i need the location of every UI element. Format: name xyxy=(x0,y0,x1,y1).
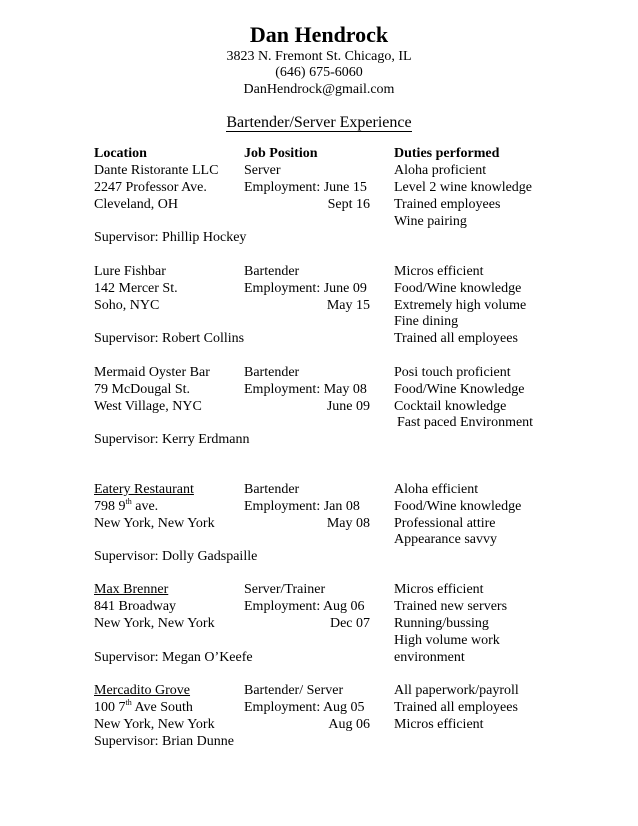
job-duty: Professional attire xyxy=(394,516,496,531)
job-duty: Trained new servers xyxy=(394,599,508,614)
job-duty: Level 2 wine knowledge xyxy=(394,180,533,195)
job-city: New York, New York xyxy=(94,616,215,631)
job-supervisor: Supervisor: Phillip Hockey xyxy=(94,230,247,245)
job-start: Employment: Jan 08 xyxy=(244,499,360,514)
job-city: Cleveland, OH xyxy=(94,197,178,212)
job-street xyxy=(94,700,193,716)
job-duty: Extremely high volume xyxy=(394,298,527,313)
job-start: Employment: Aug 05 xyxy=(244,700,365,715)
job-position: Server xyxy=(244,163,281,178)
job-end: Dec 07 xyxy=(329,616,370,631)
job-street-rest: Ave South xyxy=(131,700,193,715)
job-supervisor: Supervisor: Megan O’Keefe xyxy=(94,650,253,665)
job-position: Bartender xyxy=(244,264,300,279)
job-street: 79 McDougal St. xyxy=(94,382,191,397)
job-duty: Cocktail knowledge xyxy=(394,399,507,414)
job-street: 2247 Professor Ave. xyxy=(94,180,207,195)
section-title-text: Bartender/Server Experience xyxy=(226,114,412,131)
address: 3823 N. Fremont St. Chicago, IL xyxy=(226,49,412,64)
section-title xyxy=(0,113,638,132)
job-duty: Aloha efficient xyxy=(394,482,479,497)
job-position: Bartender xyxy=(244,482,300,497)
job-name: Dante Ristorante LLC xyxy=(94,163,219,178)
job-duty: Trained employees xyxy=(394,197,501,212)
job-duty: Trained all employees xyxy=(394,700,518,715)
job-duty: All paperwork/payroll xyxy=(394,683,519,698)
job-supervisor: Supervisor: Kerry Erdmann xyxy=(94,432,250,447)
job-duty: Running/bussing xyxy=(394,616,489,631)
job-street-number: 100 7 xyxy=(94,700,126,715)
job-duty: Appearance savvy xyxy=(394,532,498,547)
job-start: Employment: June 15 xyxy=(244,180,367,195)
job-duty: Trained all employees xyxy=(394,331,518,346)
job-duty: environment xyxy=(394,650,465,665)
job-street: 841 Broadway xyxy=(94,599,177,614)
job-duty: Food/Wine Knowledge xyxy=(394,382,525,397)
ordinal-suffix: th xyxy=(125,698,132,707)
job-start: Employment: May 08 xyxy=(244,382,367,397)
job-start: Employment: Aug 06 xyxy=(244,599,365,614)
job-street-number: 798 9 xyxy=(94,499,126,514)
job-supervisor: Supervisor: Robert Collins xyxy=(94,331,245,346)
job-name: Mercadito Grove xyxy=(94,683,191,698)
resume-name: Dan Hendrock xyxy=(249,22,389,47)
job-name: Lure Fishbar xyxy=(94,264,166,279)
job-end: June 09 xyxy=(326,399,370,414)
job-duty: Aloha proficient xyxy=(394,163,487,178)
job-city: West Village, NYC xyxy=(94,399,202,414)
job-city: Soho, NYC xyxy=(94,298,160,313)
job-name: Max Brenner xyxy=(94,582,169,597)
job-duty: Food/Wine knowledge xyxy=(394,499,522,514)
job-duty: Fast paced Environment xyxy=(397,415,534,430)
job-duty: Micros efficient xyxy=(394,717,484,732)
column-header-position: Job Position xyxy=(244,146,318,161)
job-street: 142 Mercer St. xyxy=(94,281,178,296)
job-street-rest: ave. xyxy=(131,499,159,514)
job-name: Eatery Restaurant xyxy=(94,482,194,497)
job-end: May 08 xyxy=(326,516,370,531)
column-header-duties: Duties performed xyxy=(394,146,500,161)
job-end: Aug 06 xyxy=(328,717,370,732)
job-duty: Food/Wine knowledge xyxy=(394,281,522,296)
job-duty: Wine pairing xyxy=(394,214,467,229)
job-duty: Micros efficient xyxy=(394,264,484,279)
phone-number: (646) 675-6060 xyxy=(275,65,363,80)
job-name: Mermaid Oyster Bar xyxy=(94,365,210,380)
job-city: New York, New York xyxy=(94,516,215,531)
job-position: Bartender xyxy=(244,365,300,380)
job-position: Server/Trainer xyxy=(244,582,326,597)
job-start: Employment: June 09 xyxy=(244,281,367,296)
job-end: May 15 xyxy=(326,298,370,313)
job-supervisor: Supervisor: Dolly Gadspaille xyxy=(94,549,258,564)
column-header-location: Location xyxy=(94,146,147,161)
job-position: Bartender/ Server xyxy=(244,683,344,698)
ordinal-suffix: th xyxy=(125,497,132,506)
job-city: New York, New York xyxy=(94,717,215,732)
job-end: Sept 16 xyxy=(327,197,370,212)
job-duty: High volume work xyxy=(394,633,500,648)
job-duty: Fine dining xyxy=(394,314,459,329)
job-street xyxy=(94,499,158,515)
job-duty: Micros efficient xyxy=(394,582,484,597)
job-duty: Posi touch proficient xyxy=(394,365,511,380)
job-supervisor: Supervisor: Brian Dunne xyxy=(94,734,234,749)
email-address: DanHendrock@gmail.com xyxy=(243,82,395,97)
